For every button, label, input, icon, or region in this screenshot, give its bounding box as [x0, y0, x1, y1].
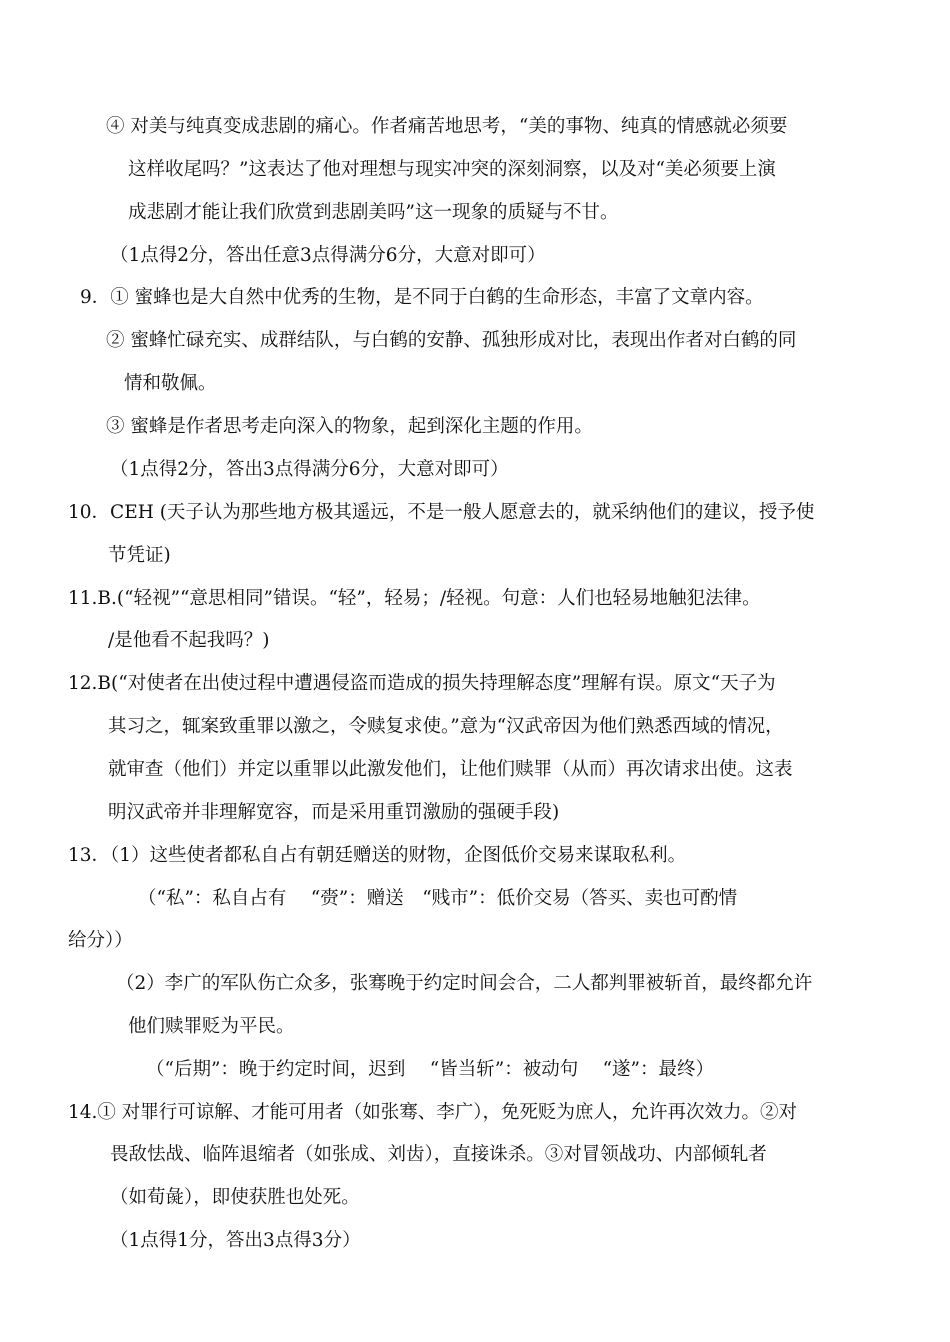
answer-9-point-1: 9．① 蜜蜂也是大自然中优秀的生物，是不同于白鹤的生命形态，丰富了文章内容。 [80, 287, 764, 308]
answer-12-cont: 其习之，辄案致重罪以激之，令赎复求使。”意为“汉武帝因为他们熟悉西域的情况， [108, 716, 784, 737]
answer-14-scoring-note: （1点得1分，答出3点得3分） [110, 1230, 361, 1251]
answer-13-part-2: （2）李广的军队伤亡众多，张骞晚于约定时间会合，二人都判罪被斩首，最终都允许 [116, 973, 813, 994]
answer-13-part-2-key-words: （“后期”：晚于约定时间，迟到 “皆当斩”：被动句 “遂”：最终） [146, 1059, 715, 1080]
answer-8-point-4: ④ 对美与纯真变成悲剧的痛心。作者痛苦地思考，“美的事物、纯真的情感就必须要 [106, 116, 788, 137]
answer-8-point-4-cont: 成悲剧才能让我们欣赏到悲剧美吗”这一现象的质疑与不甘。 [128, 202, 619, 223]
answer-13-part-1-key-words: （“私”：私自占有 “赍”：赠送 “贱市”：低价交易（答买、卖也可酌情 [138, 888, 738, 909]
answer-9-scoring-note: （1点得2分，答出3点得满分6分，大意对即可） [110, 459, 509, 480]
answer-13-part-2-cont: 他们赎罪贬为平民。 [128, 1016, 295, 1037]
answer-8-point-4-cont: 这样收尾吗？”这表达了他对理想与现实冲突的深刻洞察，以及对“美必须要上演 [128, 159, 776, 180]
answer-13-part-1: 13．（1）这些使者都私自占有朝廷赠送的财物，企图低价交易来谋取私利。 [68, 845, 687, 866]
answer-12: 12.B(“对使者在出使过程中遭遇侵盗而造成的损失持理解态度”理解有误。原文“天子为 [68, 673, 776, 694]
answer-13-part-1-key-words-cont: 给分）） [68, 930, 133, 951]
answer-9-point-2: ② 蜜蜂忙碌充实、成群结队，与白鹤的安静、孤独形成对比，表现出作者对白鹤的同 [106, 330, 797, 351]
answer-14-cont: （如荀彘），即使获胜也处死。 [110, 1187, 360, 1208]
answer-8-scoring-note: （1点得2分，答出任意3点得满分6分，大意对即可） [110, 245, 546, 266]
answer-11: 11.B.(“轻视”“意思相同”错误。“轻”，轻易；/轻视。句意：人们也轻易地触犯法律。 [68, 588, 761, 609]
answer-10: 10．CEH (天子认为那些地方极其遥远，不是一般人愿意去的，就采纳他们的建议，授予使 [68, 502, 815, 523]
answer-12-cont: 明汉武帝并非理解宽容，而是采用重罚激励的强硬手段) [108, 802, 560, 823]
answer-9-point-2-cont: 情和敬佩。 [124, 373, 217, 394]
answer-14: 14.① 对罪行可谅解、才能可用者（如张骞、李广），免死贬为庶人，允许再次效力。②对 [68, 1102, 798, 1123]
answer-9-point-3: ③ 蜜蜂是作者思考走向深入的物象，起到深化主题的作用。 [106, 416, 593, 437]
answer-12-cont: 就审查（他们）并定以重罪以此激发他们，让他们赎罪（从而）再次请求出使。这表 [108, 759, 793, 780]
answer-14-cont: 畏敌怯战、临阵退缩者（如张成、刘齿），直接诛杀。③对冒领战功、内部倾轧者 [110, 1144, 767, 1165]
answer-10-cont: 节凭证) [108, 545, 171, 566]
answer-11-cont: /是他看不起我吗？) [108, 630, 270, 651]
